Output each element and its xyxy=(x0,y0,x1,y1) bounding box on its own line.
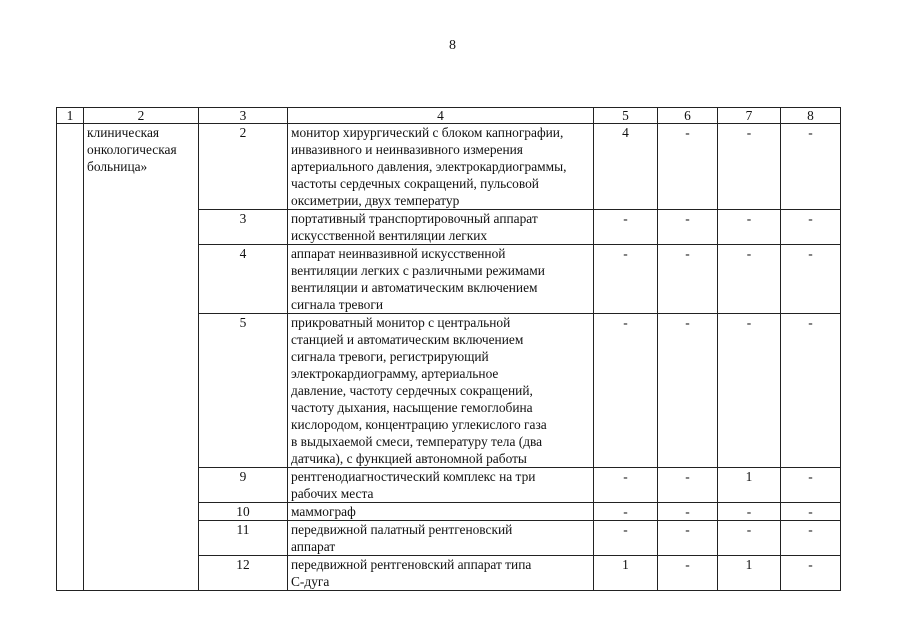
equipment-name-line: аппарат xyxy=(291,539,336,554)
equipment-name-cell xyxy=(288,556,594,591)
equipment-name-line: монитор хирургический с блоком капнографии, xyxy=(291,125,564,140)
header-cell-2: 2 xyxy=(84,108,199,124)
row-number-cell: 9 xyxy=(199,468,288,503)
value-cell-col6: - xyxy=(658,210,718,245)
equipment-name-line: сигнала тревоги, регистрирующий xyxy=(291,349,489,364)
row-number-cell: 12 xyxy=(199,556,288,591)
institution-cell: клиническая онкологическая больница» xyxy=(84,124,199,591)
value-cell-col8: - xyxy=(781,124,841,210)
value-cell-col5: 1 xyxy=(594,556,658,591)
equipment-name-line: оксиметрии, двух температур xyxy=(291,193,460,208)
equipment-name-line: прикроватный монитор с центральной xyxy=(291,315,511,330)
empty-cell-col1 xyxy=(57,124,84,591)
equipment-name-line: искусственной вентиляции легких xyxy=(291,228,488,243)
table-row xyxy=(57,124,841,210)
equipment-name-cell xyxy=(288,468,594,503)
equipment-name-line: рентгенодиагностический комплекс на три xyxy=(291,469,536,484)
header-cell-5: 5 xyxy=(594,108,658,124)
equipment-name-line: аппарат неинвазивной искусственной xyxy=(291,246,506,261)
equipment-name-cell xyxy=(288,503,594,521)
table-body xyxy=(57,124,841,591)
value-cell-col8: - xyxy=(781,314,841,468)
equipment-name-line: электрокардиограмму, артериальное xyxy=(291,366,499,381)
equipment-name-line: рабочих места xyxy=(291,486,374,501)
equipment-name-line: С-дуга xyxy=(291,574,330,589)
row-number-cell: 2 xyxy=(199,124,288,210)
equipment-name-line: передвижной палатный рентгеновский xyxy=(291,522,513,537)
value-cell-col8: - xyxy=(781,468,841,503)
value-cell-col6: - xyxy=(658,503,718,521)
value-cell-col8: - xyxy=(781,210,841,245)
value-cell-col5: - xyxy=(594,210,658,245)
equipment-name-line: вентиляции легких с различными режимами xyxy=(291,263,545,278)
value-cell-col5: - xyxy=(594,314,658,468)
value-cell-col6: - xyxy=(658,314,718,468)
equipment-name-line: кислородом, концентрацию углекислого газа xyxy=(291,417,547,432)
value-cell-col6: - xyxy=(658,468,718,503)
value-cell-col7: - xyxy=(718,503,781,521)
equipment-name-line: вентиляции и автоматическим включением xyxy=(291,280,538,295)
header-row xyxy=(57,108,841,124)
value-cell-col7: - xyxy=(718,245,781,314)
header-cell-8: 8 xyxy=(781,108,841,124)
equipment-name-line: частоту дыхания, насыщение гемоглобина xyxy=(291,400,533,415)
equipment-name-cell xyxy=(288,245,594,314)
value-cell-col8: - xyxy=(781,245,841,314)
equipment-name-line: частоты сердечных сокращений, пульсовой xyxy=(291,176,539,191)
row-number-cell: 5 xyxy=(199,314,288,468)
equipment-name-line: маммограф xyxy=(291,504,356,519)
equipment-name-cell xyxy=(288,314,594,468)
value-cell-col8: - xyxy=(781,556,841,591)
row-number-cell: 4 xyxy=(199,245,288,314)
value-cell-col5: 4 xyxy=(594,124,658,210)
value-cell-col7: 1 xyxy=(718,556,781,591)
equipment-name-line: портативный транспортировочный аппарат xyxy=(291,211,538,226)
value-cell-col7: - xyxy=(718,124,781,210)
value-cell-col5: - xyxy=(594,245,658,314)
equipment-name-line: датчика), с функцией автономной работы xyxy=(291,451,527,466)
equipment-name-line: в выдыхаемой смеси, температуру тела (два xyxy=(291,434,543,449)
equipment-name-line: станцией и автоматическим включением xyxy=(291,332,524,347)
value-cell-col5: - xyxy=(594,503,658,521)
header-cell-6: 6 xyxy=(658,108,718,124)
equipment-name-line: инвазивного и неинвазивного измерения xyxy=(291,142,523,157)
value-cell-col6: - xyxy=(658,556,718,591)
equipment-name-line: артериального давления, электрокардиограммы, xyxy=(291,159,567,174)
equipment-name-line: давление, частоту сердечных сокращений, xyxy=(291,383,533,398)
row-number-cell: 3 xyxy=(199,210,288,245)
value-cell-col7: - xyxy=(718,314,781,468)
equipment-name-cell xyxy=(288,210,594,245)
value-cell-col6: - xyxy=(658,521,718,556)
value-cell-col8: - xyxy=(781,503,841,521)
page-number: 8 xyxy=(449,38,456,53)
header-cell-7: 7 xyxy=(718,108,781,124)
equipment-table xyxy=(56,107,841,591)
header-cell-1: 1 xyxy=(57,108,84,124)
value-cell-col6: - xyxy=(658,124,718,210)
value-cell-col7: - xyxy=(718,521,781,556)
header-cell-3: 3 xyxy=(199,108,288,124)
equipment-name-line: сигнала тревоги xyxy=(291,297,384,312)
value-cell-col5: - xyxy=(594,521,658,556)
value-cell-col7: 1 xyxy=(718,468,781,503)
row-number-cell: 10 xyxy=(199,503,288,521)
header-cell-4: 4 xyxy=(288,108,594,124)
equipment-name-line: передвижной рентгеновский аппарат типа xyxy=(291,557,532,572)
value-cell-col5: - xyxy=(594,468,658,503)
equipment-name-cell xyxy=(288,124,594,210)
value-cell-col8: - xyxy=(781,521,841,556)
value-cell-col7: - xyxy=(718,210,781,245)
value-cell-col6: - xyxy=(658,245,718,314)
row-number-cell: 11 xyxy=(199,521,288,556)
equipment-name-cell xyxy=(288,521,594,556)
